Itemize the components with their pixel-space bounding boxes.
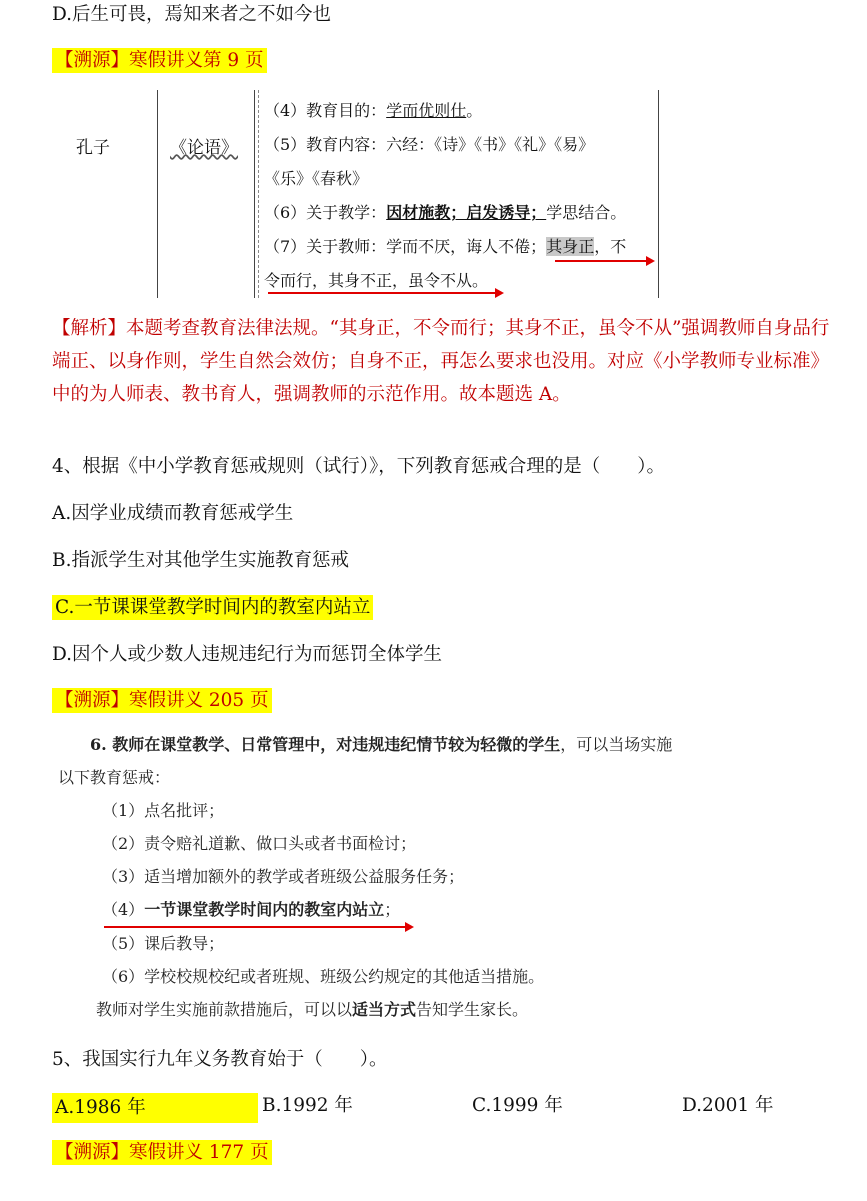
q4-stem: 4、根据《中小学教育惩戒规则（试行）》，下列教育惩戒合理的是（ ）。 — [52, 456, 666, 477]
q5-option-a-highlight: A.1986 年 — [52, 1093, 258, 1123]
q4-option-c-highlight: C.一节课课堂教学时间内的教室内站立 — [52, 595, 373, 620]
rules-intro-2: 以下教育惩戒： — [58, 768, 171, 787]
rules-intro: 6. 教师在课堂教学、日常管理中，对违规违纪情节较为轻微的学生，可以当场实施 — [90, 735, 673, 754]
q5-option-b: B.1992 年 — [262, 1095, 353, 1116]
q4-option-c — [52, 595, 373, 621]
q3-source-label: 【溯源】寒假讲义第 9 页 — [52, 48, 267, 73]
q5-option-a — [52, 1093, 258, 1123]
table-row-7: （7）关于教师：学而不厌，诲人不倦；其身正，不 — [264, 237, 627, 256]
q4-option-a: A.因学业成绩而教育惩戒学生 — [52, 503, 294, 524]
table-book: 《论语》 — [170, 138, 238, 158]
rules-item-2: （2）责令赔礼道歉、做口头或者书面检讨； — [102, 834, 417, 853]
table-row-6: （6）关于教学：因材施教；启发诱导；学思结合。 — [264, 203, 627, 222]
table-row-7b: 令而行，其身不正，虽令不从。 — [264, 271, 489, 290]
q5-source — [52, 1140, 272, 1166]
red-arrow-2 — [268, 292, 496, 294]
table-row-4: （4）教育目的：学而优则仕。 — [264, 101, 483, 120]
table-dashed-divider — [258, 90, 259, 298]
q4-option-b: B.指派学生对其他学生实施教育惩戒 — [52, 550, 349, 571]
table-row-5: （5）教育内容：六经：《诗》《书》《礼》《易》 — [264, 135, 595, 154]
red-arrow-1 — [555, 260, 647, 262]
q4-source-label: 【溯源】寒假讲义 205 页 — [52, 688, 272, 713]
q5-source-label: 【溯源】寒假讲义 177 页 — [52, 1140, 272, 1165]
rules-item-1: （1）点名批评； — [102, 801, 225, 820]
table-row-5b: 《乐》《春秋》 — [264, 169, 369, 188]
q5-stem: 5、我国实行九年义务教育始于（ ）。 — [52, 1049, 388, 1070]
q5-option-d: D.2001 年 — [682, 1095, 774, 1116]
analysis-paragraph: 【解析】本题考查教育法律法规。“其身正，不令而行；其身不正，虽令不从”强调教师自身品行端正、以身作则，学生自然会效仿；自身不正，再怎么要求也没用。对应《小学教师专业标准》中的为人师表、教书育人，强调教师的示范作用。故本题选 A。 — [52, 318, 830, 405]
rules-item-5: （5）课后教导； — [102, 934, 225, 953]
q3-source — [52, 48, 267, 74]
table-person: 孔子 — [76, 138, 110, 158]
rules-item-4: （4）一节课堂教学时间内的教室内站立； — [102, 900, 401, 919]
q3-option-d: D.后生可畏，焉知来者之不如今也 — [52, 4, 332, 25]
rules-item-6: （6）学校校规校纪或者班规、班级公约规定的其他适当措施。 — [102, 967, 545, 986]
rules-outro: 教师对学生实施前款措施后，可以以适当方式告知学生家长。 — [96, 1000, 529, 1019]
red-arrow-3 — [104, 926, 406, 928]
rules-item-3: （3）适当增加额外的教学或者班级公益服务任务； — [102, 867, 465, 886]
table-divider — [254, 90, 255, 298]
q4-source — [52, 688, 272, 714]
q5-option-c: C.1999 年 — [472, 1095, 563, 1116]
q4-option-d: D.因个人或少数人违规违纪行为而惩罚全体学生 — [52, 644, 443, 665]
